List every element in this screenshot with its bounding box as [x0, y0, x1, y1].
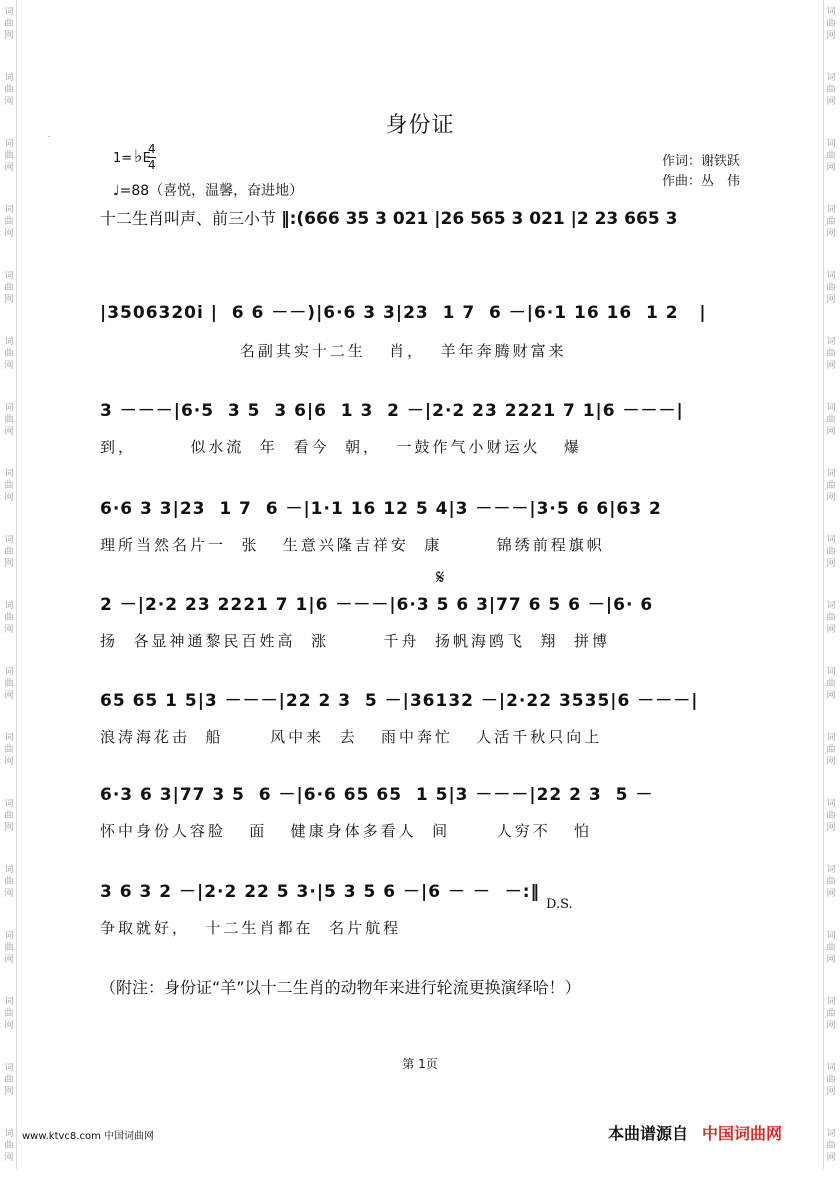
key-tonic: E	[142, 151, 151, 166]
watermark-text: 词曲网	[826, 403, 836, 437]
notes-line: |3506320i | 6 6 －－)|6·6 3 3|23 1 7 6 －|6·1 16 16 1 2 |	[100, 303, 707, 323]
key-signature	[113, 146, 151, 167]
watermark-text: 词曲网	[4, 1063, 14, 1097]
watermark-text: 词曲网	[4, 865, 14, 899]
source-label: 本曲谱源自	[608, 1124, 689, 1143]
watermark-text: 词曲网	[826, 1129, 836, 1163]
flat-icon: ♭	[134, 146, 143, 167]
watermark-text: 词曲网	[4, 403, 14, 437]
intro-text: 十二生肖叫声、前三小节	[100, 209, 277, 228]
watermark-text: 词曲网	[4, 205, 14, 239]
intro-line	[100, 206, 677, 229]
dal-segno-marking: D.S.	[546, 897, 573, 912]
watermark-text: 词曲网	[826, 1063, 836, 1097]
brand-name[interactable]: 中国词曲网	[702, 1124, 783, 1143]
song-title: 身份证	[385, 113, 455, 138]
left-watermark-strip	[2, 0, 17, 1169]
lyrics-line: 怀中身份人容脸 面 健康身体多看人 间 人穷不 怕	[100, 822, 593, 840]
site-link[interactable]: www.ktvc8.com 中国词曲网	[22, 1131, 155, 1142]
watermark-text: 词曲网	[826, 271, 836, 305]
watermark-text: 词曲网	[4, 469, 14, 503]
watermark-text: 词曲网	[4, 337, 14, 371]
watermark-text: 词曲网	[826, 931, 836, 965]
lyrics-line: 到， 似水流 年 看今 朝， 一鼓作气小财运火 爆	[100, 438, 582, 456]
notes-line: 65 65 1 5|3 －－－|22 2 3 5 －|36132 －|2·22 3535|6 －－－|	[100, 691, 699, 711]
notes-line: 6·6 3 3|23 1 7 6 －|1·1 16 12 5 4|3 －－－|3·5 6 6|63 2	[100, 499, 662, 519]
lyrics-line: 理所当然名片一 张 生意兴隆吉祥安 康 锦绣前程旗帜	[100, 536, 605, 554]
composer: 作曲：丛 伟	[662, 174, 741, 189]
watermark-text: 词曲网	[826, 733, 836, 767]
watermark-text: 词曲网	[4, 535, 14, 569]
notes-line: 6·3 6 3|77 3 5 6 －|6·6 65 65 1 5|3 －－－|22 2 3 5 －	[100, 785, 654, 805]
credits	[662, 152, 740, 192]
lyrics-line: 扬 各显神通黎民百姓高 涨 千舟 扬帆海鸥飞 翔 拼博	[100, 632, 611, 650]
watermark-text: 词曲网	[826, 997, 836, 1031]
watermark-text: 词曲网	[826, 337, 836, 371]
source-credit	[608, 1121, 782, 1144]
lyrics-line: 名副其实十二生 肖， 羊年奔腾财富来	[100, 342, 567, 360]
watermark-text: 词曲网	[826, 205, 836, 239]
right-watermark-strip	[823, 0, 838, 1169]
watermark-text: 词曲网	[4, 271, 14, 305]
lyrics-line: 争取就好， 十二生肖都在 名片航程	[100, 919, 402, 937]
watermark-text: 词曲网	[826, 469, 836, 503]
lyricist: 作词：谢铁跃	[662, 154, 741, 169]
watermark-text: 词曲网	[4, 997, 14, 1031]
watermark-text: 词曲网	[826, 667, 836, 701]
watermark-text: 词曲网	[826, 139, 836, 173]
watermark-text: 词曲网	[826, 535, 836, 569]
watermark-text: 词曲网	[4, 733, 14, 767]
watermark-text: 词曲网	[4, 1129, 14, 1163]
tempo-marking: ♩=88（喜悦，温馨，奋进地）	[113, 183, 304, 199]
key-prefix: 1=	[113, 151, 133, 166]
notes-line: 3 －－－|6·5 3 5 3 6|6 1 3 2 －|2·2 23 2221 7 1|6 －－－|	[100, 401, 684, 421]
watermark-text: 词曲网	[826, 7, 836, 41]
notes-line: 2 －|2·2 23 2221 7 1|6 －－－|6·3 5 6 3|77 6 5 6 －|6· 6	[100, 595, 654, 615]
notes-line: 3 6 3 2 －|2·2 22 5 3·|5 3 5 6 －|6 － － －:‖	[100, 882, 541, 902]
margin-dot: ·	[48, 134, 50, 141]
watermark-text: 词曲网	[4, 73, 14, 107]
segno-icon: 𝄋	[436, 565, 445, 589]
watermark-text: 词曲网	[4, 667, 14, 701]
intro-notes: ‖:(666 35 3 021 |26 565 3 021 |2 23 665 3	[281, 209, 678, 229]
lyrics-line: 浪涛海花击 船 风中来 去 雨中奔忙 人活千秋只向上	[100, 728, 603, 746]
page-number: 第 1页	[402, 1057, 438, 1071]
watermark-text: 词曲网	[4, 7, 14, 41]
watermark-text: 词曲网	[4, 601, 14, 635]
watermark-text: 词曲网	[4, 139, 14, 173]
time-signature-bottom: 4	[148, 158, 156, 172]
watermark-text: 词曲网	[826, 601, 836, 635]
time-signature	[148, 142, 156, 173]
watermark-text: 词曲网	[826, 865, 836, 899]
watermark-text: 词曲网	[826, 73, 836, 107]
watermark-text: 词曲网	[4, 931, 14, 965]
watermark-text: 词曲网	[826, 799, 836, 833]
time-signature-top: 4	[148, 142, 156, 156]
footnote: （附注：身份证“羊”以十二生肖的动物年来进行轮流更换演绎哈！）	[100, 978, 581, 997]
watermark-text: 词曲网	[4, 799, 14, 833]
